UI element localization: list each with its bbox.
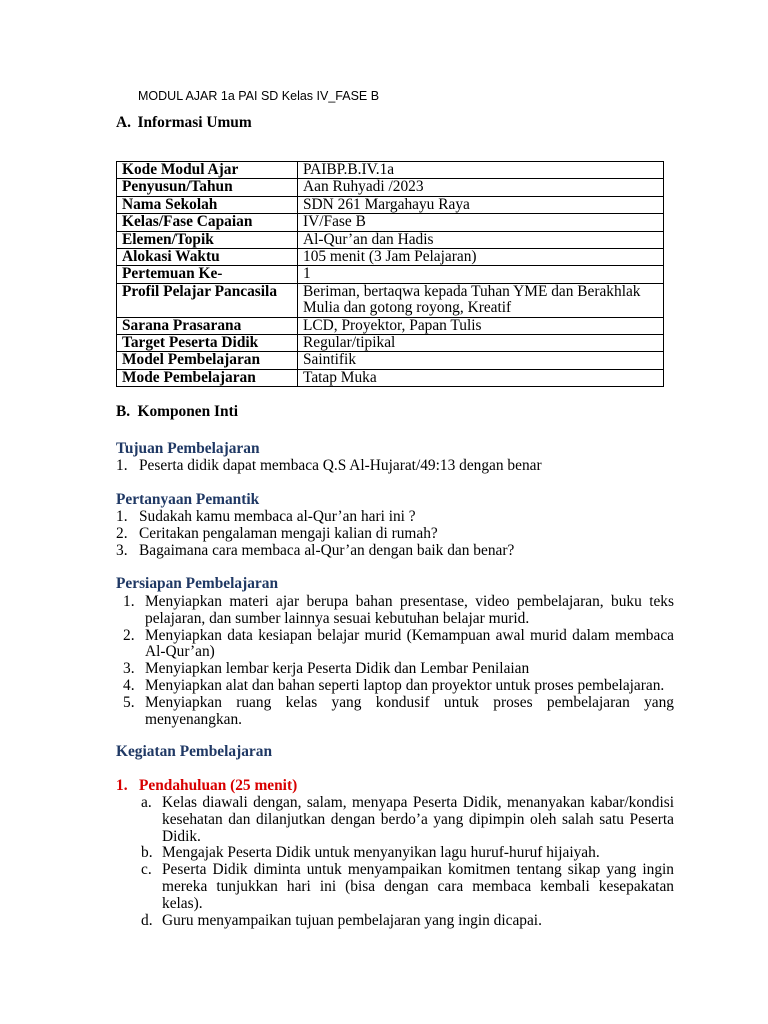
item-body <box>145 678 674 695</box>
info-row-profil-pelajar <box>117 283 664 317</box>
item-body <box>145 594 674 628</box>
item-number: 1. <box>116 508 128 525</box>
item-letter: d. <box>141 911 153 929</box>
row-value: Saintifik <box>298 352 664 369</box>
pendahuluan-list <box>141 795 674 929</box>
row-label: Kelas/Fase Capaian <box>117 214 298 231</box>
list-item <box>116 458 674 475</box>
item-body <box>162 913 674 930</box>
info-row-target <box>117 335 664 352</box>
section-a-title: Informasi Umum <box>137 114 252 131</box>
list-item <box>116 526 674 543</box>
row-label: Pertemuan Ke- <box>117 266 298 283</box>
info-row-pertemuan <box>117 266 664 283</box>
row-value: IV/Fase B <box>298 214 664 231</box>
row-value: 105 menit (3 Jam Pelajaran) <box>298 249 664 266</box>
list-item <box>141 862 674 912</box>
item-text-line: kelas). <box>162 894 203 912</box>
info-row-model <box>117 352 664 369</box>
item-text: Sudakah kamu membaca al-Qur’an hari ini ? <box>139 508 416 525</box>
item-letter: c. <box>141 861 152 879</box>
item-text-line: menyenangkan. <box>145 710 243 728</box>
item-text-line: mereka tunjukkan hari ini (bisa dengan cara membaca kembali kesepakatan <box>162 877 674 895</box>
document-title: MODUL AJAR 1a PAI SD Kelas IV_FASE B <box>138 89 380 103</box>
pemantik-list <box>116 509 674 559</box>
phase-title: Pendahuluan (25 menit) <box>139 777 298 794</box>
item-letter: b. <box>141 844 153 862</box>
item-text-line: Peserta Didik diminta untuk menyampaikan komitmen tentang sikap yang ingin <box>162 861 674 879</box>
row-label: Kode Modul Ajar <box>117 162 298 179</box>
section-a-heading <box>116 115 252 132</box>
item-text-line: Menyiapkan materi ajar berupa bahan presentase, video pembelajaran, buku teks <box>145 593 674 610</box>
row-label: Elemen/Topik <box>117 231 298 248</box>
info-table <box>116 161 664 387</box>
row-label: Alokasi Waktu <box>117 249 298 266</box>
phase-number: 1. <box>116 777 128 794</box>
item-body <box>139 509 674 526</box>
item-number: 1. <box>116 457 128 474</box>
row-label: Penyusun/Tahun <box>117 179 298 196</box>
row-label: Nama Sekolah <box>117 196 298 213</box>
row-label: Target Peserta Didik <box>117 335 298 352</box>
item-text-line: Menyiapkan ruang kelas yang kondusif untuk proses pembelajaran yang <box>145 693 674 711</box>
tujuan-heading: Tujuan Pembelajaran <box>116 440 260 457</box>
list-item <box>123 594 674 628</box>
info-row-elemen-topik <box>117 231 664 248</box>
row-label: Profil Pelajar Pancasila <box>117 283 298 317</box>
item-text-line: Mengajak Peserta Didik untuk menyanyikan lagu huruf-huruf hijaiyah. <box>162 844 600 862</box>
item-body <box>139 543 674 560</box>
item-body <box>162 862 674 912</box>
item-body <box>162 845 674 862</box>
list-item <box>123 695 674 729</box>
row-value: 1 <box>298 266 664 283</box>
item-number: 2. <box>116 524 128 542</box>
item-number: 1. <box>123 593 135 610</box>
list-item <box>116 543 674 560</box>
section-b-number: B. <box>116 403 131 420</box>
info-row-kode-modul <box>117 162 664 179</box>
persiapan-heading: Persiapan Pembelajaran <box>116 575 279 592</box>
item-text-line: pelajaran, dan sumber lainnya sesuai kebutuhan belajar murid. <box>145 609 530 627</box>
item-text-line: Guru menyampaikan tujuan pembelajaran yang ingin dicapai. <box>162 911 542 929</box>
item-body <box>139 458 674 475</box>
row-value: Regular/tipikal <box>298 335 664 352</box>
persiapan-list <box>123 594 674 728</box>
item-body <box>145 695 674 729</box>
row-label: Mode Pembelajaran <box>117 369 298 386</box>
item-number: 2. <box>123 626 135 644</box>
item-text: Ceritakan pengalaman mengaji kalian di rumah? <box>139 524 438 542</box>
list-item <box>123 661 674 678</box>
item-text-line: Menyiapkan data kesiapan belajar murid (Kemampuan awal murid dalam membaca <box>145 626 674 644</box>
list-item <box>141 795 674 845</box>
item-text-line: Al-Qur’an) <box>145 643 215 661</box>
item-letter: a. <box>141 794 152 811</box>
info-table-body <box>117 162 664 387</box>
section-b-title: Komponen Inti <box>137 403 238 420</box>
info-row-mode <box>117 369 664 386</box>
pendahuluan-heading <box>116 778 297 795</box>
info-row-sarana <box>117 317 664 334</box>
item-text-line: Menyiapkan alat dan bahan seperti laptop dan proyektor untuk proses pembelajaran. <box>145 676 665 694</box>
row-value: SDN 261 Margahayu Raya <box>298 196 664 213</box>
row-label: Model Pembelajaran <box>117 352 298 369</box>
info-row-kelas-fase <box>117 214 664 231</box>
item-number: 3. <box>123 660 135 678</box>
list-item <box>123 628 674 662</box>
list-item <box>116 509 674 526</box>
info-row-penyusun <box>117 179 664 196</box>
kegiatan-heading: Kegiatan Pembelajaran <box>116 743 273 760</box>
list-item <box>141 845 674 862</box>
item-number: 5. <box>123 693 135 711</box>
item-text-line: Kelas diawali dengan, salam, menyapa Peserta Didik, menanyakan kabar/kondisi <box>162 794 674 811</box>
item-text-line: Didik. <box>162 827 201 845</box>
item-text-line: Menyiapkan lembar kerja Peserta Didik dan Lembar Penilaian <box>145 660 530 678</box>
item-body <box>139 526 674 543</box>
row-value: Beriman, bertaqwa kepada Tuhan YME dan Berakhlak Mulia dan gotong royong, Kreatif <box>298 283 664 317</box>
row-value: Tatap Muka <box>298 369 664 386</box>
row-value: Aan Ruhyadi /2023 <box>298 179 664 196</box>
section-a-number: A. <box>116 114 131 131</box>
list-item <box>141 913 674 930</box>
row-value: PAIBP.B.IV.1a <box>298 162 664 179</box>
row-value: LCD, Proyektor, Papan Tulis <box>298 317 664 334</box>
item-text-line: kesehatan dan dilanjutkan dengan berdo’a yang dipimpin oleh salah satu Peserta <box>162 810 674 828</box>
info-row-alokasi-waktu <box>117 249 664 266</box>
tujuan-list <box>116 458 674 475</box>
item-number: 4. <box>123 676 135 694</box>
item-number: 3. <box>116 541 128 559</box>
item-text: Peserta didik dapat membaca Q.S Al-Hujarat/49:13 dengan benar <box>139 457 542 474</box>
info-row-sekolah <box>117 196 664 213</box>
row-value: Al-Qur’an dan Hadis <box>298 231 664 248</box>
pemantik-heading: Pertanyaan Pemantik <box>116 491 260 508</box>
item-text: Bagaimana cara membaca al-Qur’an dengan baik dan benar? <box>139 541 515 559</box>
list-item <box>123 678 674 695</box>
section-b-heading <box>116 404 238 421</box>
item-body <box>162 795 674 845</box>
item-body <box>145 628 674 662</box>
row-label: Sarana Prasarana <box>117 317 298 334</box>
item-body <box>145 661 674 678</box>
